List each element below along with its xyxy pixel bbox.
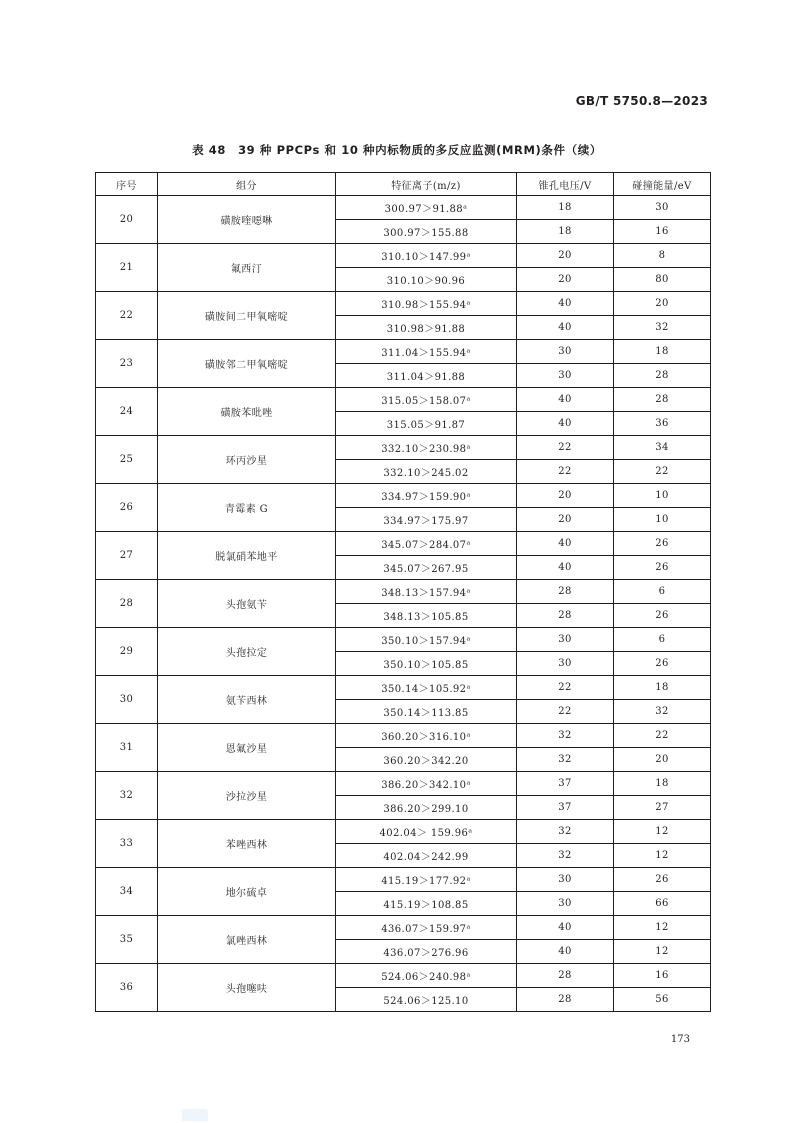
table-row	[96, 484, 711, 508]
header-component: 组分	[158, 173, 336, 196]
standard-code: GB/T 5750.8—2023	[575, 94, 708, 108]
cone-voltage-cell: 20	[517, 508, 614, 532]
serial-no-cell: 33	[96, 820, 158, 868]
cone-voltage-cell: 22	[517, 700, 614, 724]
cone-voltage-cell: 32	[517, 820, 614, 844]
collision-energy-cell: 18	[614, 676, 711, 700]
table-row	[96, 388, 711, 412]
table-body	[96, 196, 711, 1012]
characteristic-ion-cell: 311.04＞155.94ᵃ	[336, 340, 517, 364]
collision-energy-cell: 16	[614, 964, 711, 988]
characteristic-ion-cell: 350.14＞105.92ᵃ	[336, 676, 517, 700]
characteristic-ion-cell: 386.20＞342.10ᵃ	[336, 772, 517, 796]
characteristic-ion-cell: 345.07＞284.07ᵃ	[336, 532, 517, 556]
mrm-conditions-table	[95, 172, 711, 1012]
component-name-cell: 磺胺邻二甲氧嘧啶	[158, 340, 336, 388]
characteristic-ion-cell: 332.10＞245.02	[336, 460, 517, 484]
serial-no-cell: 28	[96, 580, 158, 628]
table-row	[96, 820, 711, 844]
table-row	[96, 772, 711, 796]
cone-voltage-cell: 37	[517, 796, 614, 820]
characteristic-ion-cell: 315.05＞158.07ᵃ	[336, 388, 517, 412]
characteristic-ion-cell: 360.20＞316.10ᵃ	[336, 724, 517, 748]
component-name-cell: 磺胺喹噁啉	[158, 196, 336, 244]
serial-no-cell: 26	[96, 484, 158, 532]
component-name-cell: 头孢噻呋	[158, 964, 336, 1012]
collision-energy-cell: 36	[614, 412, 711, 436]
header-collision-energy: 碰撞能量/eV	[614, 173, 711, 196]
serial-no-cell: 20	[96, 196, 158, 244]
table-row	[96, 628, 711, 652]
serial-no-cell: 36	[96, 964, 158, 1012]
serial-no-cell: 31	[96, 724, 158, 772]
table-header-row	[96, 173, 711, 196]
collision-energy-cell: 32	[614, 316, 711, 340]
collision-energy-cell: 22	[614, 460, 711, 484]
characteristic-ion-cell: 300.97＞155.88	[336, 220, 517, 244]
cone-voltage-cell: 30	[517, 652, 614, 676]
collision-energy-cell: 6	[614, 580, 711, 604]
characteristic-ion-cell: 436.07＞159.97ᵃ	[336, 916, 517, 940]
collision-energy-cell: 26	[614, 532, 711, 556]
characteristic-ion-cell: 310.10＞90.96	[336, 268, 517, 292]
table-row	[96, 340, 711, 364]
table-row	[96, 292, 711, 316]
characteristic-ion-cell: 332.10＞230.98ᵃ	[336, 436, 517, 460]
header-characteristic-ion: 特征离子(m/z)	[336, 173, 517, 196]
collision-energy-cell: 12	[614, 916, 711, 940]
component-name-cell: 青霉素 G	[158, 484, 336, 532]
table-row	[96, 532, 711, 556]
collision-energy-cell: 10	[614, 508, 711, 532]
collision-energy-cell: 12	[614, 844, 711, 868]
serial-no-cell: 22	[96, 292, 158, 340]
cone-voltage-cell: 28	[517, 604, 614, 628]
table-row	[96, 916, 711, 940]
serial-no-cell: 32	[96, 772, 158, 820]
collision-energy-cell: 34	[614, 436, 711, 460]
collision-energy-cell: 26	[614, 556, 711, 580]
characteristic-ion-cell: 345.07＞267.95	[336, 556, 517, 580]
collision-energy-cell: 20	[614, 292, 711, 316]
cone-voltage-cell: 22	[517, 460, 614, 484]
serial-no-cell: 29	[96, 628, 158, 676]
cone-voltage-cell: 22	[517, 436, 614, 460]
publisher-logo-fragment	[182, 1109, 208, 1121]
component-name-cell: 沙拉沙星	[158, 772, 336, 820]
characteristic-ion-cell: 524.06＞125.10	[336, 988, 517, 1012]
collision-energy-cell: 10	[614, 484, 711, 508]
cone-voltage-cell: 40	[517, 412, 614, 436]
cone-voltage-cell: 32	[517, 844, 614, 868]
characteristic-ion-cell: 315.05＞91.87	[336, 412, 517, 436]
characteristic-ion-cell: 360.20＞342.20	[336, 748, 517, 772]
characteristic-ion-cell: 334.97＞175.97	[336, 508, 517, 532]
component-name-cell: 恩氟沙星	[158, 724, 336, 772]
serial-no-cell: 25	[96, 436, 158, 484]
collision-energy-cell: 8	[614, 244, 711, 268]
characteristic-ion-cell: 311.04＞91.88	[336, 364, 517, 388]
characteristic-ion-cell: 415.19＞108.85	[336, 892, 517, 916]
component-name-cell: 氯唑西林	[158, 916, 336, 964]
cone-voltage-cell: 30	[517, 892, 614, 916]
cone-voltage-cell: 40	[517, 292, 614, 316]
serial-no-cell: 24	[96, 388, 158, 436]
component-name-cell: 磺胺苯吡唑	[158, 388, 336, 436]
collision-energy-cell: 28	[614, 364, 711, 388]
characteristic-ion-cell: 350.14＞113.85	[336, 700, 517, 724]
collision-energy-cell: 16	[614, 220, 711, 244]
serial-no-cell: 23	[96, 340, 158, 388]
characteristic-ion-cell: 300.97＞91.88ᵃ	[336, 196, 517, 220]
characteristic-ion-cell: 402.04＞ 159.96ᵃ	[336, 820, 517, 844]
cone-voltage-cell: 18	[517, 220, 614, 244]
cone-voltage-cell: 22	[517, 676, 614, 700]
table-row	[96, 436, 711, 460]
component-name-cell: 头孢氨苄	[158, 580, 336, 628]
table-row	[96, 196, 711, 220]
cone-voltage-cell: 30	[517, 868, 614, 892]
cone-voltage-cell: 40	[517, 556, 614, 580]
collision-energy-cell: 32	[614, 700, 711, 724]
characteristic-ion-cell: 310.10＞147.99ᵃ	[336, 244, 517, 268]
component-name-cell: 环丙沙星	[158, 436, 336, 484]
characteristic-ion-cell: 334.97＞159.90ᵃ	[336, 484, 517, 508]
characteristic-ion-cell: 415.19＞177.92ᵃ	[336, 868, 517, 892]
header-cone-voltage: 锥孔电压/V	[517, 173, 614, 196]
serial-no-cell: 27	[96, 532, 158, 580]
serial-no-cell: 34	[96, 868, 158, 916]
table-row	[96, 244, 711, 268]
cone-voltage-cell: 30	[517, 364, 614, 388]
collision-energy-cell: 27	[614, 796, 711, 820]
component-name-cell: 氟西汀	[158, 244, 336, 292]
cone-voltage-cell: 32	[517, 724, 614, 748]
table-row	[96, 580, 711, 604]
component-name-cell: 地尔硫卓	[158, 868, 336, 916]
serial-no-cell: 21	[96, 244, 158, 292]
cone-voltage-cell: 40	[517, 532, 614, 556]
characteristic-ion-cell: 402.04＞242.99	[336, 844, 517, 868]
table-caption: 表 48 39 种 PPCPs 和 10 种内标物质的多反应监测(MRM)条件（续）	[192, 143, 602, 157]
cone-voltage-cell: 28	[517, 580, 614, 604]
cone-voltage-cell: 32	[517, 748, 614, 772]
cone-voltage-cell: 40	[517, 388, 614, 412]
collision-energy-cell: 66	[614, 892, 711, 916]
cone-voltage-cell: 28	[517, 964, 614, 988]
table-row	[96, 964, 711, 988]
collision-energy-cell: 30	[614, 196, 711, 220]
collision-energy-cell: 56	[614, 988, 711, 1012]
component-name-cell: 头孢拉定	[158, 628, 336, 676]
cone-voltage-cell: 40	[517, 316, 614, 340]
collision-energy-cell: 26	[614, 868, 711, 892]
collision-energy-cell: 12	[614, 820, 711, 844]
characteristic-ion-cell: 350.10＞105.85	[336, 652, 517, 676]
characteristic-ion-cell: 348.13＞157.94ᵃ	[336, 580, 517, 604]
table-row	[96, 868, 711, 892]
component-name-cell: 磺胺间二甲氧嘧啶	[158, 292, 336, 340]
collision-energy-cell: 6	[614, 628, 711, 652]
collision-energy-cell: 12	[614, 940, 711, 964]
cone-voltage-cell: 30	[517, 340, 614, 364]
characteristic-ion-cell: 436.07＞276.96	[336, 940, 517, 964]
characteristic-ion-cell: 350.10＞157.94ᵃ	[336, 628, 517, 652]
collision-energy-cell: 26	[614, 652, 711, 676]
collision-energy-cell: 20	[614, 748, 711, 772]
cone-voltage-cell: 30	[517, 628, 614, 652]
cone-voltage-cell: 40	[517, 940, 614, 964]
characteristic-ion-cell: 310.98＞155.94ᵃ	[336, 292, 517, 316]
table-row	[96, 724, 711, 748]
cone-voltage-cell: 40	[517, 916, 614, 940]
cone-voltage-cell: 18	[517, 196, 614, 220]
cone-voltage-cell: 37	[517, 772, 614, 796]
cone-voltage-cell: 28	[517, 988, 614, 1012]
collision-energy-cell: 18	[614, 340, 711, 364]
component-name-cell: 脱氯硝苯地平	[158, 532, 336, 580]
cone-voltage-cell: 20	[517, 244, 614, 268]
collision-energy-cell: 18	[614, 772, 711, 796]
collision-energy-cell: 26	[614, 604, 711, 628]
characteristic-ion-cell: 386.20＞299.10	[336, 796, 517, 820]
component-name-cell: 氨苄西林	[158, 676, 336, 724]
collision-energy-cell: 80	[614, 268, 711, 292]
cone-voltage-cell: 20	[517, 268, 614, 292]
page-number: 173	[670, 1034, 690, 1045]
characteristic-ion-cell: 348.13＞105.85	[336, 604, 517, 628]
collision-energy-cell: 28	[614, 388, 711, 412]
header-serial-no: 序号	[96, 173, 158, 196]
characteristic-ion-cell: 310.98＞91.88	[336, 316, 517, 340]
component-name-cell: 苯唑西林	[158, 820, 336, 868]
serial-no-cell: 30	[96, 676, 158, 724]
collision-energy-cell: 22	[614, 724, 711, 748]
serial-no-cell: 35	[96, 916, 158, 964]
table-row	[96, 676, 711, 700]
characteristic-ion-cell: 524.06＞240.98ᵃ	[336, 964, 517, 988]
cone-voltage-cell: 20	[517, 484, 614, 508]
